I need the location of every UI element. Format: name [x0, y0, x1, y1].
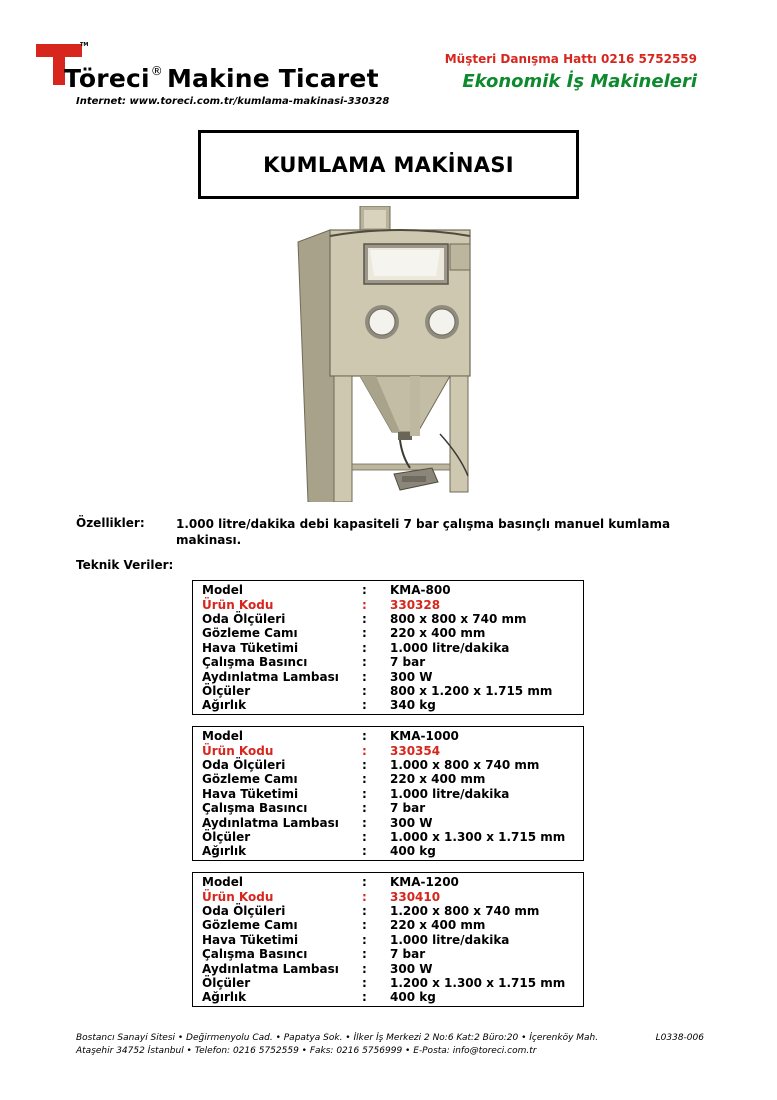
- spec-row: [202, 787, 583, 801]
- footer-address-line: Bostancı Sanayi Sitesi • Değirmenyolu Cad. • Papatya Sok. • İlker İş Merkezi 2 No:6 Kat:2 Büro:20 • İçerenköy Mah.: [76, 1033, 599, 1043]
- spec-value: 220 x 400 mm: [390, 918, 486, 933]
- spec-value: 400 kg: [390, 990, 436, 1005]
- document-code: L0338-006: [655, 1033, 704, 1043]
- spec-value: 330410: [390, 889, 441, 904]
- technical-data-label: Teknik Veriler:: [76, 558, 174, 572]
- spec-value: 1.200 x 800 x 740 mm: [390, 903, 540, 918]
- spec-row: [202, 758, 583, 772]
- spec-separator: :: [362, 583, 367, 598]
- spec-key: Aydınlatma Lambası: [202, 669, 339, 684]
- spec-key: Ölçüler: [202, 975, 251, 990]
- spec-row: [202, 597, 583, 611]
- logo-bar: [36, 44, 82, 57]
- spec-value: KMA-800: [390, 583, 451, 598]
- spec-separator: :: [362, 640, 367, 655]
- spec-key: Gözleme Camı: [202, 772, 298, 787]
- brand-word: Töreci: [64, 64, 150, 93]
- spec-separator: :: [362, 844, 367, 859]
- spec-row: [202, 844, 583, 858]
- spec-key: Ürün Kodu: [202, 889, 274, 904]
- footer: [76, 1032, 708, 1058]
- spec-key: Çalışma Basıncı: [202, 655, 308, 670]
- spec-separator: :: [362, 597, 367, 612]
- spec-value: 7 bar: [390, 947, 426, 962]
- spec-key: Ölçüler: [202, 683, 251, 698]
- spec-value: 330354: [390, 743, 441, 758]
- spec-separator: :: [362, 669, 367, 684]
- footer-contact-line: Ataşehir 34752 İstanbul • Telefon: 0216 5752559 • Faks: 0216 5756999 • E-Posta: info@toreci.com.tr: [76, 1046, 537, 1056]
- brand-suffix: Makine Ticaret: [166, 64, 379, 93]
- spec-value: 7 bar: [390, 801, 426, 816]
- spec-value: 330328: [390, 597, 441, 612]
- spec-separator: :: [362, 611, 367, 626]
- spec-separator: :: [362, 947, 367, 962]
- spec-row: [202, 772, 583, 786]
- spec-key: Hava Tüketimi: [202, 640, 299, 655]
- spec-row: [202, 655, 583, 669]
- spec-row: [202, 961, 583, 975]
- brand-name: [64, 64, 379, 93]
- spec-value: 300 W: [390, 961, 433, 976]
- spec-value: 800 x 1.200 x 1.715 mm: [390, 683, 553, 698]
- spec-table-kma-1000: [192, 726, 584, 861]
- title-box: [198, 130, 579, 199]
- registered-mark: ®: [150, 64, 163, 78]
- spec-key: Ürün Kodu: [202, 743, 274, 758]
- company-tagline: Ekonomik İş Makineleri: [462, 71, 697, 92]
- spec-separator: :: [362, 918, 367, 933]
- spec-separator: :: [362, 889, 367, 904]
- spec-key: Oda Ölçüleri: [202, 757, 286, 772]
- spec-separator: :: [362, 903, 367, 918]
- spec-key: Ürün Kodu: [202, 597, 274, 612]
- spec-table-kma-1200: [192, 872, 584, 1007]
- spec-value: 1.200 x 1.300 x 1.715 mm: [390, 975, 566, 990]
- spec-key: Aydınlatma Lambası: [202, 815, 339, 830]
- page-title: KUMLAMA MAKİNASI: [263, 152, 514, 177]
- spec-separator: :: [362, 698, 367, 713]
- spec-row: [202, 626, 583, 640]
- spec-key: Hava Tüketimi: [202, 786, 299, 801]
- features-label: Özellikler:: [76, 516, 145, 530]
- spec-row: [202, 875, 583, 889]
- spec-separator: :: [362, 932, 367, 947]
- spec-row: [202, 583, 583, 597]
- spec-separator: :: [362, 875, 367, 890]
- spec-row: [202, 904, 583, 918]
- spec-value: 220 x 400 mm: [390, 772, 486, 787]
- spec-separator: :: [362, 829, 367, 844]
- spec-key: Oda Ölçüleri: [202, 903, 286, 918]
- spec-separator: :: [362, 961, 367, 976]
- spec-key: Oda Ölçüleri: [202, 611, 286, 626]
- spec-value: 300 W: [390, 669, 433, 684]
- spec-row: [202, 801, 583, 815]
- spec-separator: :: [362, 757, 367, 772]
- spec-value: 400 kg: [390, 844, 436, 859]
- spec-key: Ağırlık: [202, 698, 247, 713]
- spec-value: 1.000 litre/dakika: [390, 640, 510, 655]
- spec-row: [202, 990, 583, 1004]
- spec-row: [202, 641, 583, 655]
- spec-row: [202, 918, 583, 932]
- spec-key: Ağırlık: [202, 844, 247, 859]
- spec-key: Çalışma Basıncı: [202, 801, 308, 816]
- spec-key: Aydınlatma Lambası: [202, 961, 339, 976]
- spec-value: 1.000 x 800 x 740 mm: [390, 757, 540, 772]
- spec-row: [202, 815, 583, 829]
- spec-value: 1.000 litre/dakika: [390, 786, 510, 801]
- customer-hotline: Müşteri Danışma Hattı 0216 5752559: [444, 52, 697, 66]
- spec-key: Model: [202, 729, 244, 744]
- spec-key: Gözleme Camı: [202, 918, 298, 933]
- spec-row: [202, 698, 583, 712]
- spec-row: [202, 684, 583, 698]
- spec-value: 220 x 400 mm: [390, 626, 486, 641]
- spec-key: Model: [202, 875, 244, 890]
- spec-separator: :: [362, 729, 367, 744]
- spec-separator: :: [362, 683, 367, 698]
- spec-separator: :: [362, 772, 367, 787]
- website-link[interactable]: Internet: www.toreci.com.tr/kumlama-makinasi-330328: [76, 96, 390, 107]
- spec-value: 1.000 litre/dakika: [390, 932, 510, 947]
- spec-row: [202, 976, 583, 990]
- spec-row: [202, 669, 583, 683]
- spec-value: 1.000 x 1.300 x 1.715 mm: [390, 829, 566, 844]
- spec-key: Ölçüler: [202, 829, 251, 844]
- spec-value: 7 bar: [390, 655, 426, 670]
- spec-separator: :: [362, 743, 367, 758]
- spec-separator: :: [362, 801, 367, 816]
- spec-separator: :: [362, 626, 367, 641]
- spec-separator: :: [362, 975, 367, 990]
- spec-value: KMA-1200: [390, 875, 459, 890]
- trademark-mark: TM: [80, 42, 89, 48]
- spec-row: [202, 729, 583, 743]
- spec-key: Ağırlık: [202, 990, 247, 1005]
- spec-row: [202, 947, 583, 961]
- spec-row: [202, 743, 583, 757]
- spec-value: 300 W: [390, 815, 433, 830]
- spec-table-kma-800: [192, 580, 584, 715]
- spec-row: [202, 830, 583, 844]
- spec-separator: :: [362, 655, 367, 670]
- spec-value: 340 kg: [390, 698, 436, 713]
- spec-row: [202, 889, 583, 903]
- spec-value: 800 x 800 x 740 mm: [390, 611, 527, 626]
- spec-separator: :: [362, 990, 367, 1005]
- spec-separator: :: [362, 815, 367, 830]
- spec-row: [202, 933, 583, 947]
- spec-key: Çalışma Basıncı: [202, 947, 308, 962]
- spec-separator: :: [362, 786, 367, 801]
- spec-key: Hava Tüketimi: [202, 932, 299, 947]
- features-text: 1.000 litre/dakika debi kapasiteli 7 bar çalışma basınçlı manuel kumlama makinası.: [176, 517, 671, 547]
- sandblasting-machine-image: [290, 206, 490, 502]
- spec-key: Gözleme Camı: [202, 626, 298, 641]
- spec-key: Model: [202, 583, 244, 598]
- spec-value: KMA-1000: [390, 729, 459, 744]
- spec-row: [202, 612, 583, 626]
